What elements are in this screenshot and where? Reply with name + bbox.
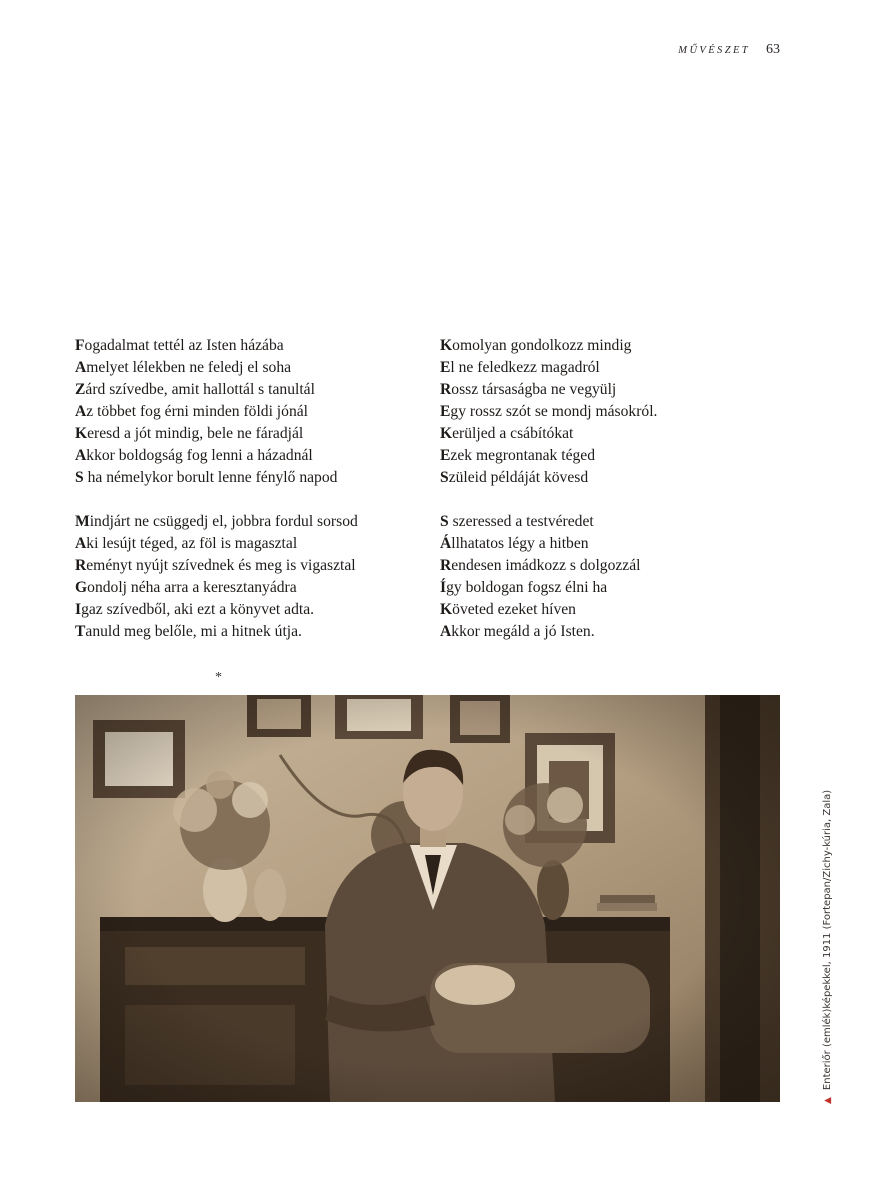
acrostic-initial: S [440, 469, 449, 486]
verse-text: z többet fog érni minden földi jónál [86, 403, 308, 420]
verse-text: melyet lélekben ne feledj el soha [86, 359, 292, 376]
acrostic-initial: F [75, 337, 85, 354]
stanza [440, 335, 657, 489]
verse-text: indjárt ne csüggedj el, jobbra fordul sorsod [89, 513, 358, 530]
verse-text: kkor boldogság fog lenni a házadnál [86, 447, 313, 464]
verse-text: züleid példáját kövesd [448, 469, 589, 486]
acrostic-initial: R [75, 557, 87, 574]
verse-text: endesen imádkozz s dolgozzál [451, 557, 641, 574]
caption-text: Enteriőr (emlék)képekkel, 1911 (Fortepan/Zichy-kúria, Zala) [822, 789, 833, 1091]
acrostic-initial: Z [75, 381, 86, 398]
verse-text: ondolj néha arra a keresztanyádra [87, 579, 297, 596]
acrostic-initial: R [440, 381, 452, 398]
photo-caption [822, 790, 833, 1104]
verse-line [75, 621, 358, 643]
running-header [678, 42, 780, 58]
acrostic-initial: Á [440, 535, 452, 552]
verse-line [440, 577, 657, 599]
acrostic-initial: E [440, 359, 451, 376]
verse-line [440, 555, 657, 577]
section-separator: * [215, 670, 222, 685]
verse-text: öveted ezeket híven [452, 601, 576, 618]
acrostic-initial: K [440, 425, 453, 442]
acrostic-initial: T [75, 623, 86, 640]
verse-text: anuld meg belőle, mi a hitnek útja. [85, 623, 302, 640]
verse-text: ogadalmat tettél az Isten házába [84, 337, 284, 354]
poem-right-column [440, 335, 657, 643]
acrostic-initial: E [440, 447, 451, 464]
acrostic-initial: K [440, 337, 453, 354]
verse-text: ha némelykor borult lenne fénylő napod [83, 469, 338, 486]
acrostic-initial: A [75, 403, 87, 420]
stanza [440, 511, 657, 643]
verse-line [440, 467, 657, 489]
acrostic-initial: A [440, 623, 452, 640]
acrostic-initial: S [75, 469, 84, 486]
verse-line [75, 423, 358, 445]
acrostic-initial: A [75, 447, 87, 464]
verse-line [75, 577, 358, 599]
verse-text: gy boldogan fogsz élni ha [446, 579, 608, 596]
acrostic-initial: A [75, 359, 87, 376]
verse-line [75, 357, 358, 379]
verse-line [75, 445, 358, 467]
verse-line [75, 379, 358, 401]
page-number: 63 [766, 42, 780, 57]
verse-line [75, 555, 358, 577]
verse-line [440, 379, 657, 401]
verse-text: omolyan gondolkozz mindig [452, 337, 632, 354]
interior-photograph [75, 695, 780, 1102]
verse-text: ossz társaságba ne vegyülj [451, 381, 617, 398]
verse-line [440, 511, 657, 533]
verse-text: erüljed a csábítókat [452, 425, 574, 442]
poem-left-column [75, 335, 358, 643]
verse-line [440, 335, 657, 357]
acrostic-initial: K [75, 425, 88, 442]
verse-line [440, 599, 657, 621]
acrostic-initial: R [440, 557, 452, 574]
acrostic-initial: K [440, 601, 453, 618]
photo-illustration [75, 695, 780, 1102]
verse-line [75, 467, 358, 489]
verse-line [440, 423, 657, 445]
verse-text: l ne feledkezz magadról [450, 359, 600, 376]
stanza [75, 335, 358, 489]
acrostic-initial: A [75, 535, 87, 552]
verse-line [440, 401, 657, 423]
triangle-marker-icon: ▲ [822, 1097, 833, 1104]
acrostic-initial: E [440, 403, 451, 420]
section-name: MŰVÉSZET [678, 45, 750, 56]
verse-text: szeressed a testvéredet [448, 513, 594, 530]
verse-line [75, 533, 358, 555]
verse-text: kkor megáld a jó Isten. [451, 623, 595, 640]
verse-line [440, 621, 657, 643]
acrostic-initial: S [440, 513, 449, 530]
acrostic-initial: M [75, 513, 90, 530]
acrostic-initial: G [75, 579, 88, 596]
verse-text: ki lesújt téged, az föl is magasztal [86, 535, 298, 552]
verse-text: eményt nyújt szívednek és meg is vigasztal [86, 557, 356, 574]
acrostic-initial: I [75, 601, 82, 618]
verse-line [440, 533, 657, 555]
acrostic-initial: Í [440, 579, 447, 596]
verse-text: llhatatos légy a hitben [451, 535, 589, 552]
verse-line [440, 357, 657, 379]
verse-line [440, 445, 657, 467]
verse-line [75, 599, 358, 621]
verse-line [75, 401, 358, 423]
verse-text: eresd a jót mindig, bele ne fáradjál [87, 425, 304, 442]
stanza [75, 511, 358, 643]
verse-line [75, 335, 358, 357]
verse-text: árd szívedbe, amit hallottál s tanultál [85, 381, 315, 398]
verse-text: gaz szívedből, aki ezt a könyvet adta. [81, 601, 315, 618]
verse-text: zek megrontanak téged [450, 447, 596, 464]
verse-line [75, 511, 358, 533]
verse-text: gy rossz szót se mondj másokról. [450, 403, 658, 420]
